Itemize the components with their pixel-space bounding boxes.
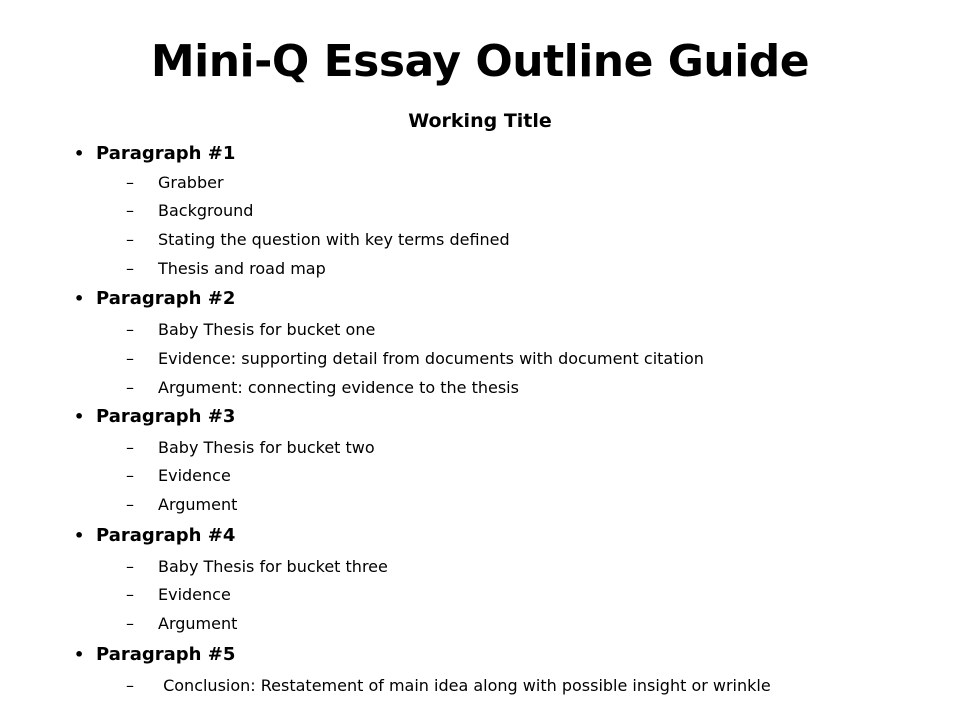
outline-item-text: Baby Thesis for bucket one xyxy=(158,320,376,339)
dash-icon: – xyxy=(126,230,134,249)
outline-item-text: Argument: connecting evidence to the thesis xyxy=(158,378,519,397)
outline-item-text: Grabber xyxy=(158,173,224,192)
outline-item-text: Evidence xyxy=(158,466,231,485)
dash-icon: – xyxy=(126,259,134,278)
dash-icon: – xyxy=(126,585,134,604)
outline-item xyxy=(126,255,326,283)
outline-item xyxy=(126,374,519,402)
dash-icon: – xyxy=(126,614,134,633)
dash-icon: – xyxy=(126,349,134,368)
outline-item-text: Conclusion: Restatement of main idea along with possible insight or wrinkle xyxy=(158,676,771,695)
bullet-icon: • xyxy=(74,526,85,545)
outline-item-text: Baby Thesis for bucket two xyxy=(158,438,375,457)
outline-item xyxy=(126,169,224,197)
paragraph-5-label: Paragraph #5 xyxy=(96,644,236,665)
paragraph-5-heading xyxy=(74,641,235,669)
dash-icon: – xyxy=(126,557,134,576)
dash-icon: – xyxy=(126,378,134,397)
paragraph-1-label: Paragraph #1 xyxy=(96,143,236,164)
dash-icon: – xyxy=(126,676,134,695)
outline-item xyxy=(126,672,771,700)
outline-item xyxy=(126,610,237,638)
outline-item-text: Evidence: supporting detail from documents with document citation xyxy=(158,349,704,368)
outline-item xyxy=(126,434,375,462)
outline-item-text: Argument xyxy=(158,495,238,514)
bullet-icon: • xyxy=(74,407,85,426)
paragraph-4-label: Paragraph #4 xyxy=(96,525,236,546)
outline-item xyxy=(126,316,375,344)
bullet-icon: • xyxy=(74,289,85,308)
outline-item-text: Baby Thesis for bucket three xyxy=(158,557,388,576)
dash-icon: – xyxy=(126,466,134,485)
bullet-icon: • xyxy=(74,645,85,664)
dash-icon: – xyxy=(126,495,134,514)
paragraph-2-heading xyxy=(74,285,235,313)
outline-item-text: Argument xyxy=(158,614,238,633)
dash-icon: – xyxy=(126,438,134,457)
outline-item-text: Stating the question with key terms defined xyxy=(158,230,510,249)
outline-item xyxy=(126,226,510,254)
dash-icon: – xyxy=(126,320,134,339)
paragraph-4-heading xyxy=(74,522,235,550)
outline-item xyxy=(126,462,231,490)
paragraph-3-label: Paragraph #3 xyxy=(96,406,236,427)
paragraph-1-heading xyxy=(74,140,235,168)
page-title: Mini-Q Essay Outline Guide xyxy=(150,36,810,87)
paragraph-3-heading xyxy=(74,403,235,431)
bullet-icon: • xyxy=(74,144,85,163)
paragraph-2-label: Paragraph #2 xyxy=(96,288,236,309)
working-title: Working Title xyxy=(408,110,552,132)
dash-icon: – xyxy=(126,201,134,220)
outline-item-text: Background xyxy=(158,201,254,220)
outline-item xyxy=(126,553,388,581)
outline-item xyxy=(126,491,237,519)
outline-item xyxy=(126,581,231,609)
outline-item xyxy=(126,197,253,225)
outline-item-text: Evidence xyxy=(158,585,231,604)
dash-icon: – xyxy=(126,173,134,192)
outline-item xyxy=(126,345,704,373)
outline-item-text: Thesis and road map xyxy=(158,259,326,278)
